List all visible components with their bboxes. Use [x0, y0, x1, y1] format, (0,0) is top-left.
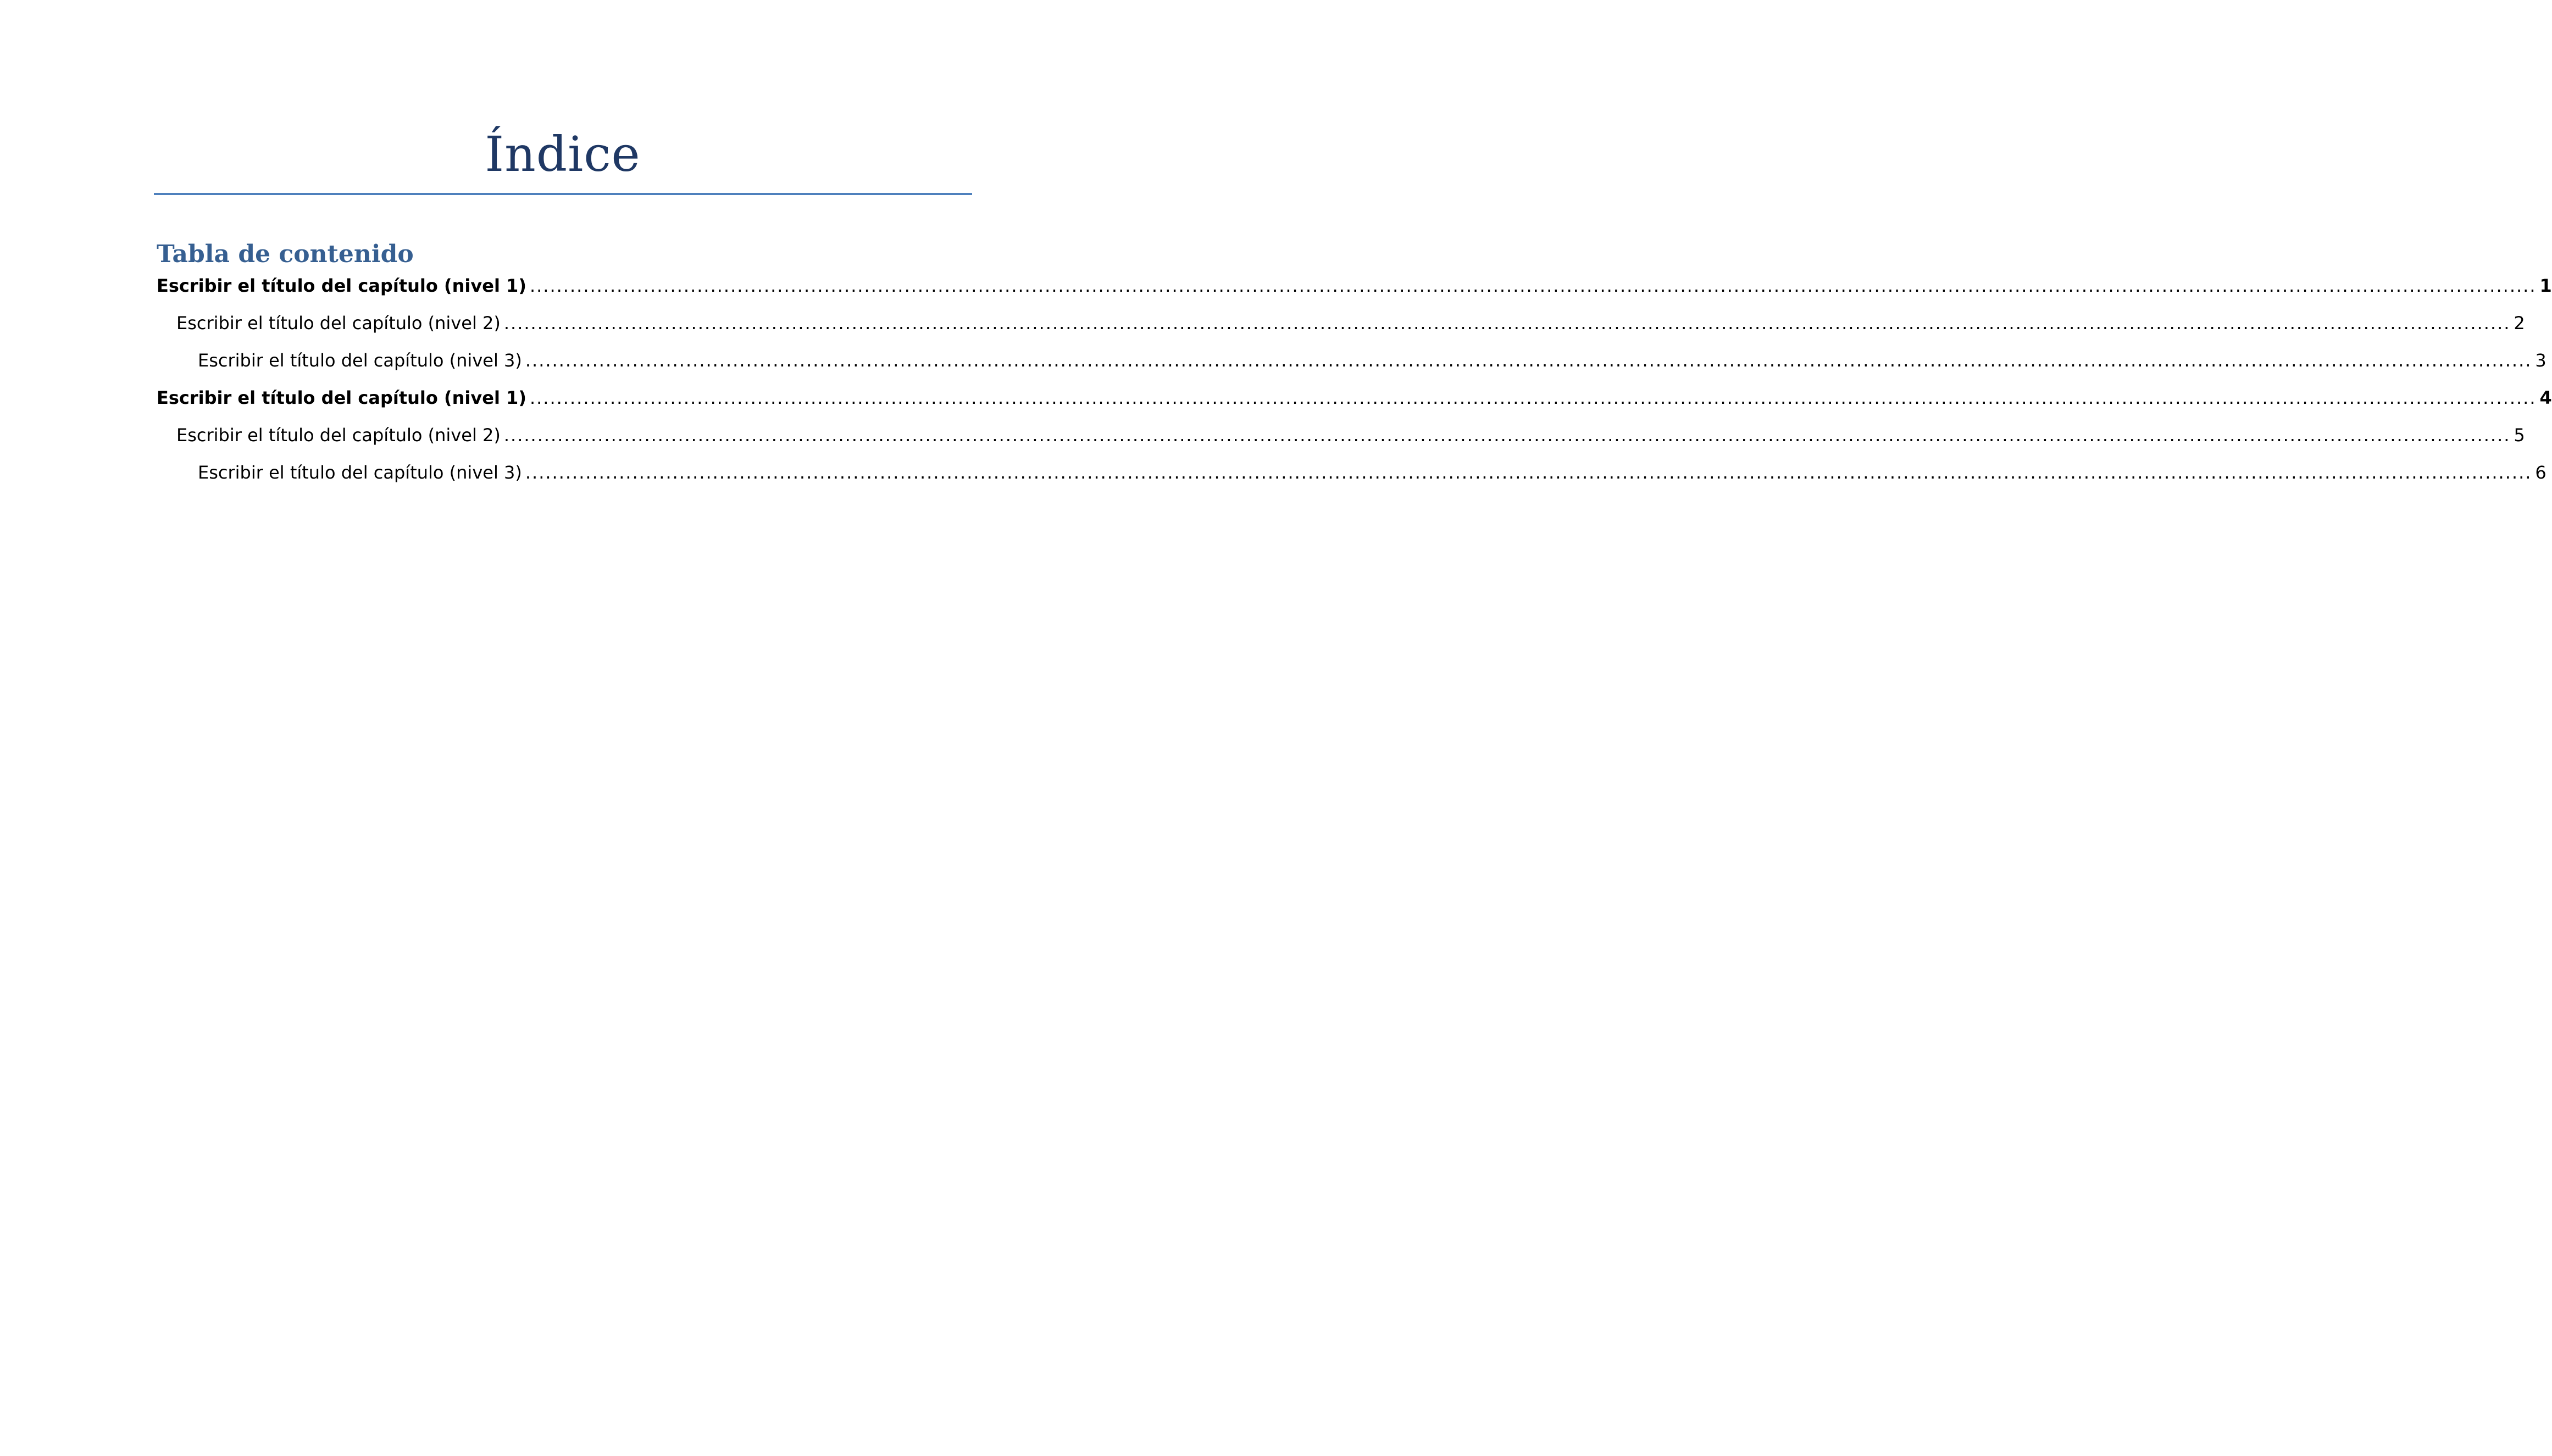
toc-entry-title[interactable]: Escribir el título del capítulo (nivel 2) — [176, 313, 501, 334]
toc-entry-title[interactable]: Escribir el título del capítulo (nivel 1) — [157, 275, 526, 296]
toc-entry[interactable] — [157, 457, 2547, 494]
toc-dot-leader: ............................................................................................................................................................................................................................................................................................................ — [525, 462, 2532, 483]
toc-entry-title[interactable]: Escribir el título del capítulo (nivel 1) — [157, 387, 526, 408]
toc-entry-title[interactable]: Escribir el título del capítulo (nivel 3) — [198, 462, 522, 483]
toc-dot-leader: ............................................................................................................................................................................................................................................................................................................ — [503, 313, 2511, 334]
page-title: Índice — [485, 126, 641, 182]
toc-entry-page[interactable]: 5 — [2514, 425, 2525, 446]
toc-dot-leader: ............................................................................................................................................................................................................................................................................................................ — [529, 387, 2537, 408]
toc-entry-page[interactable]: 3 — [2535, 350, 2547, 371]
toc-entry[interactable] — [157, 308, 2525, 345]
title-underline — [154, 193, 972, 195]
toc-entry[interactable] — [157, 345, 2547, 382]
toc-heading: Tabla de contenido — [157, 240, 414, 268]
toc-entry-title[interactable]: Escribir el título del capítulo (nivel 3) — [198, 350, 522, 371]
toc-dot-leader: ............................................................................................................................................................................................................................................................................................................ — [503, 425, 2511, 446]
toc-entry[interactable] — [157, 420, 2525, 457]
toc-entry-page[interactable]: 1 — [2539, 275, 2552, 296]
toc-entry[interactable] — [157, 270, 2552, 308]
toc-entry-page[interactable]: 4 — [2539, 387, 2552, 408]
toc-entry-page[interactable]: 2 — [2514, 313, 2525, 334]
toc-dot-leader: ............................................................................................................................................................................................................................................................................................................ — [529, 275, 2537, 296]
toc-entry-title[interactable]: Escribir el título del capítulo (nivel 2) — [176, 425, 501, 446]
toc-entry-page[interactable]: 6 — [2535, 462, 2547, 483]
table-of-contents — [157, 270, 2552, 494]
toc-entry[interactable] — [157, 382, 2552, 420]
toc-dot-leader: ............................................................................................................................................................................................................................................................................................................ — [525, 350, 2532, 371]
